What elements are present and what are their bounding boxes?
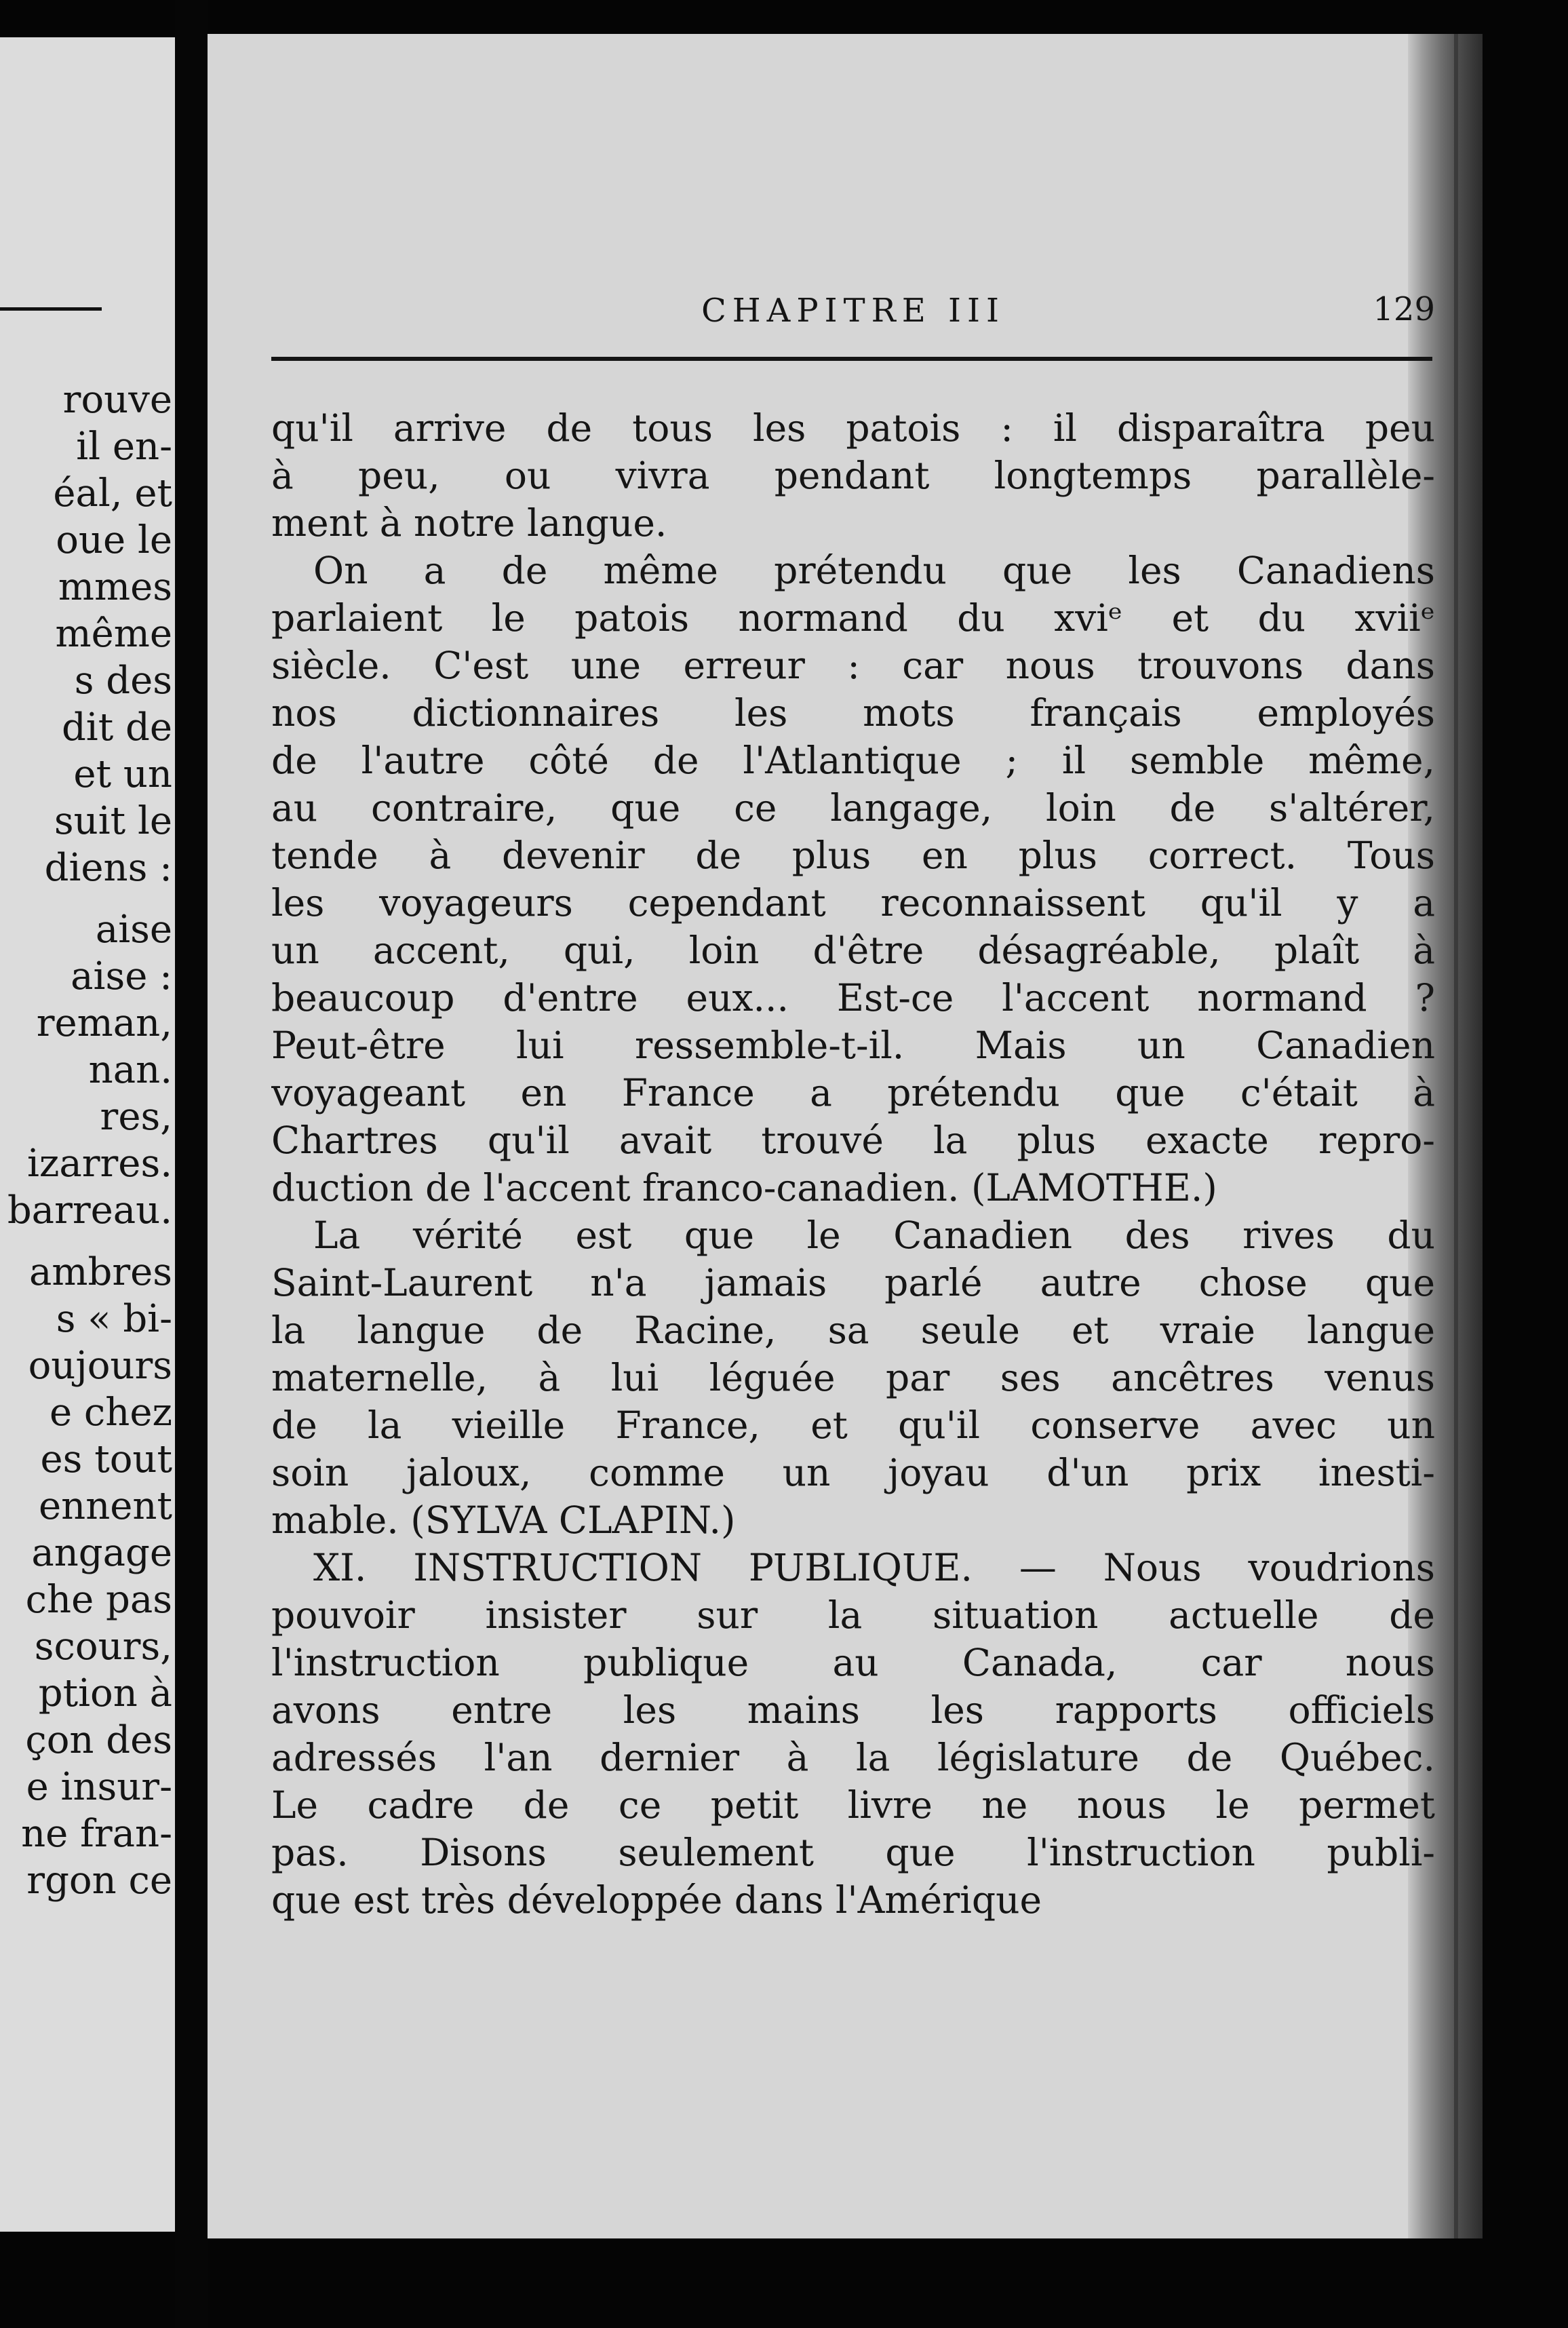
text-line: de l'autre côté de l'Atlantique ; il semble même, (271, 739, 1435, 782)
left-page-line: et un (73, 752, 172, 796)
left-facing-page (0, 37, 175, 2232)
text-line: beaucoup d'entre eux... Est-ce l'accent normand ? (271, 976, 1435, 1020)
text-line: ment à notre langue. (271, 501, 667, 545)
left-page-line: s des (74, 659, 172, 703)
text-line: duction de l'accent franco-canadien. (LAMOTHE.) (271, 1166, 1217, 1209)
page-number: 129 (1373, 290, 1435, 328)
text-line: tende à devenir de plus en plus correct. Tous (271, 834, 1435, 877)
left-page-rule (0, 307, 102, 311)
left-page-line: che pas (25, 1578, 172, 1622)
text-line: l'instruction publique au Canada, car nous (271, 1641, 1435, 1684)
left-page-line: rouve (62, 378, 172, 422)
text-line: un accent, qui, loin d'être désagréable, plaît à (271, 929, 1435, 972)
text-line: Saint-Laurent n'a jamais parlé autre chose que (271, 1261, 1435, 1304)
left-page-line: es tout (40, 1437, 172, 1481)
left-page-line: rgon ce (26, 1859, 172, 1903)
left-page-line: même (55, 612, 172, 656)
left-page-text (7, 376, 172, 1904)
running-head (271, 251, 1435, 330)
text-line: adressés l'an dernier à la législature de Québec. (271, 1736, 1435, 1779)
header-rule (271, 357, 1432, 361)
left-page-line: éal, et (53, 471, 172, 516)
left-page-line: ne fran- (21, 1812, 172, 1856)
main-page (208, 34, 1483, 2238)
left-page-line: nan. (88, 1048, 172, 1092)
left-page-line: ption à (38, 1671, 172, 1715)
left-page-line: suit le (54, 799, 172, 843)
left-page-line: scours, (34, 1625, 172, 1669)
left-page-line: e chez (49, 1391, 172, 1435)
text-line: XI. INSTRUCTION PUBLIQUE. — Nous voudrions (313, 1546, 1435, 1589)
left-page-line: izarres. (26, 1142, 172, 1186)
left-page-line: barreau. (7, 1188, 172, 1233)
left-page-line: reman, (36, 1001, 172, 1045)
book-gutter (175, 0, 208, 2328)
text-line: qu'il arrive de tous les patois : il disparaîtra peu (271, 406, 1435, 450)
text-line: que est très développée dans l'Amérique (271, 1878, 1042, 1922)
left-page-line: aise : (71, 954, 172, 998)
text-line: Peut-être lui ressemble-t-il. Mais un Canadien (271, 1024, 1435, 1067)
text-line: La vérité est que le Canadien des rives du (313, 1214, 1435, 1257)
text-line: soin jaloux, comme un joyau d'un prix inesti- (271, 1451, 1435, 1494)
left-page-line: diens : (44, 846, 172, 890)
text-line: maternelle, à lui léguée par ses ancêtres venus (271, 1356, 1435, 1399)
text-line: pas. Disons seulement que l'instruction publi- (271, 1831, 1435, 1874)
text-line: avons entre les mains les rapports officiels (271, 1688, 1435, 1732)
text-line: mable. (SYLVA CLAPIN.) (271, 1498, 736, 1542)
text-line: siècle. C'est une erreur : car nous trouvons dans (271, 644, 1435, 687)
text-line: de la vieille France, et qu'il conserve avec un (271, 1403, 1435, 1447)
left-page-line: res, (100, 1095, 172, 1139)
left-page-line: angage (31, 1531, 172, 1575)
text-line: pouvoir insister sur la situation actuelle de (271, 1593, 1435, 1637)
text-line: voyageant en France a prétendu que c'était à (271, 1071, 1435, 1114)
text-line: Chartres qu'il avait trouvé la plus exacte repro- (271, 1119, 1435, 1162)
page-edge-line (1454, 34, 1458, 2238)
body-text (271, 404, 1435, 1924)
text-line: nos dictionnaires les mots français employés (271, 691, 1435, 735)
text-line: Le cadre de ce petit livre ne nous le permet (271, 1783, 1435, 1827)
left-page-line: ennent (39, 1484, 172, 1528)
text-line: parlaient le patois normand du xviᵉ et du xviiᵉ (271, 596, 1435, 640)
left-page-line: aise (95, 908, 172, 952)
left-page-line: mmes (58, 565, 172, 609)
left-page-line: s « bi- (56, 1297, 172, 1341)
left-page-line: il en- (76, 425, 172, 469)
left-page-line: e insur- (26, 1765, 172, 1809)
text-line: au contraire, que ce langage, loin de s'altérer, (271, 786, 1435, 830)
chapter-title: CHAPITRE III (701, 292, 1005, 330)
left-page-line: oujours (28, 1344, 172, 1388)
left-page-line: dit de (61, 705, 172, 750)
text-line: On a de même prétendu que les Canadiens (313, 549, 1435, 592)
text-line: à peu, ou vivra pendant longtemps parallèle- (271, 454, 1435, 497)
text-line: les voyageurs cependant reconnaissent qu'il y a (271, 881, 1435, 925)
left-page-line: çon des (25, 1718, 172, 1762)
text-line: la langue de Racine, sa seule et vraie langue (271, 1308, 1435, 1352)
left-page-line: ambres (29, 1250, 172, 1294)
left-page-line: oue le (56, 518, 172, 562)
